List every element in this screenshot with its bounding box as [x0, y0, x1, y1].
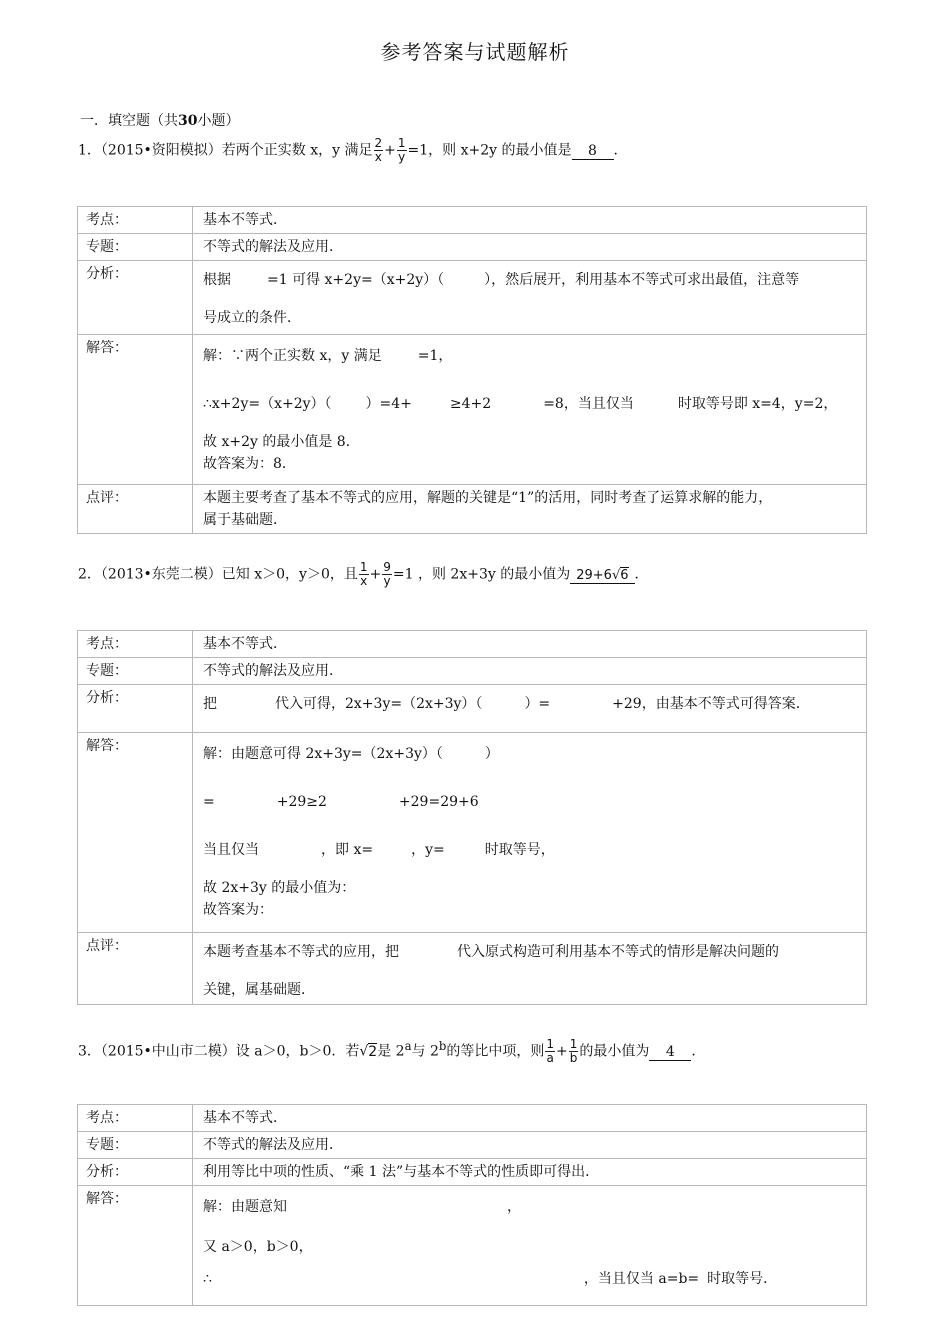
- value-zhuanti: 不等式的解法及应用．: [193, 1132, 867, 1159]
- question-count: 30: [178, 113, 198, 129]
- q1-text-post: =1，则 x+2y 的最小值是: [407, 142, 572, 159]
- analysis-table-3: [77, 1104, 867, 1306]
- q1-fraction-b: $\frac{1}{y}$: [397, 136, 406, 164]
- value-jieda: 解：∵两个正实数 x，y 满足 =1， ∴x+2y=（x+2y）（ ）=4+ ≥4+2 =8，当且仅当 时取等号即 x=4，y=2， 故 x+2y 的最小值是 8． 故答案为：8．: [193, 335, 867, 485]
- label-kaodian: 考点：: [78, 1105, 193, 1132]
- value-jieda: 解：由题意知 ， 又 a＞0，b＞0， ∴ ，当且仅当 a=b= 时取等号．: [193, 1186, 867, 1306]
- analysis-table-1: [77, 206, 867, 534]
- value-jieda: 解：由题意可得 2x+3y=（2x+3y）（ ） = +29≥2 +29=29+6 当且仅当 ，即 x= ，y= 时取等号， 故 2x+3y 的最小值为： 故答案为：: [193, 733, 867, 933]
- value-dianping: 本题主要考查了基本不等式的应用，解题的关键是“1”的活用，同时考查了运算求解的能力， 属于基础题．: [193, 485, 867, 534]
- label-jieda: 解答：: [78, 733, 193, 933]
- label-zhuanti: 专题：: [78, 658, 193, 685]
- analysis-table-2: [77, 630, 867, 1005]
- label-fenxi: 分析：: [78, 685, 193, 733]
- label-fenxi: 分析：: [78, 261, 193, 335]
- label-jieda: 解答：: [78, 335, 193, 485]
- value-kaodian: 基本不等式．: [193, 207, 867, 234]
- sqrt-icon: √: [359, 1043, 369, 1060]
- value-kaodian: 基本不等式．: [193, 631, 867, 658]
- question-1: 1．（2015•资阳模拟）若两个正实数 x，y 满足 $\frac{2}{x}$ + $\frac{1}{y}$ =1，则 x+2y 的最小值是 8 ．: [78, 136, 628, 164]
- q2-text: 2．（2013•东莞二模）已知 x＞0，y＞0，且: [78, 566, 358, 583]
- label-dianping: 点评：: [78, 933, 193, 1005]
- q2-answer: 29+6√6: [570, 568, 634, 584]
- section-header: [80, 110, 239, 130]
- value-zhuanti: 不等式的解法及应用．: [193, 658, 867, 685]
- label-zhuanti: 专题：: [78, 1132, 193, 1159]
- q1-fraction-a: $\frac{2}{x}$: [374, 136, 383, 164]
- q3-text-post: 的最小值为: [579, 1043, 650, 1060]
- value-zhuanti: 不等式的解法及应用．: [193, 234, 867, 261]
- q3-answer: 4: [649, 1044, 691, 1061]
- label-kaodian: 考点：: [78, 631, 193, 658]
- question-2: 2．（2013•东莞二模）已知 x＞0，y＞0，且 $\frac{1}{x}$ + $\frac{9}{y}$ =1 ，则 2x+3y 的最小值为 29+6√6 ．: [78, 560, 649, 588]
- value-kaodian: 基本不等式．: [193, 1105, 867, 1132]
- q3-fraction-b: $\frac{1}{b}$: [569, 1037, 578, 1065]
- q2-fraction-a: $\frac{1}{x}$: [359, 560, 368, 588]
- q1-answer: 8: [572, 143, 614, 160]
- q3-fraction-a: $\frac{1}{a}$: [546, 1037, 554, 1065]
- label-zhuanti: 专题：: [78, 234, 193, 261]
- q2-fraction-b: $\frac{9}{y}$: [383, 560, 391, 588]
- label-fenxi: 分析：: [78, 1159, 193, 1186]
- section-suffix: 小题）: [197, 113, 240, 129]
- value-fenxi: 把 代入可得，2x+3y=（2x+3y）（ ）= +29，由基本不等式可得答案．: [193, 685, 867, 733]
- value-dianping: 本题考查基本不等式的应用，把 代入原式构造可利用基本不等式的情形是解决问题的 关键，属基础题．: [193, 933, 867, 1005]
- value-fenxi: 根据 =1 可得 x+2y=（x+2y）（ ），然后展开，利用基本不等式可求出最值，注意等 号成立的条件．: [193, 261, 867, 335]
- page-title: 参考答案与试题解析: [380, 40, 570, 64]
- section-prefix: 一．填空题（共: [80, 113, 178, 129]
- label-kaodian: 考点：: [78, 207, 193, 234]
- q2-text-post: =1 ，则 2x+3y 的最小值为: [392, 566, 571, 583]
- value-fenxi: 利用等比中项的性质、“乘 1 法”与基本不等式的性质即可得出．: [193, 1159, 867, 1186]
- question-3: 3．（2015•中山市二模）设 a＞0，b＞0．若√2是 2$^a$与 2$^b$的等比中项，则 $\frac{1}{a}$ + $\frac{1}{b}$ 的最小值为 4 ．: [78, 1037, 706, 1065]
- label-dianping: 点评：: [78, 485, 193, 534]
- q1-text: 1．（2015•资阳模拟）若两个正实数 x，y 满足: [78, 142, 373, 159]
- q3-text: 3．（2015•中山市二模）设 a＞0，b＞0．若: [78, 1043, 360, 1060]
- sqrt-icon: √: [611, 567, 621, 583]
- label-jieda: 解答：: [78, 1186, 193, 1306]
